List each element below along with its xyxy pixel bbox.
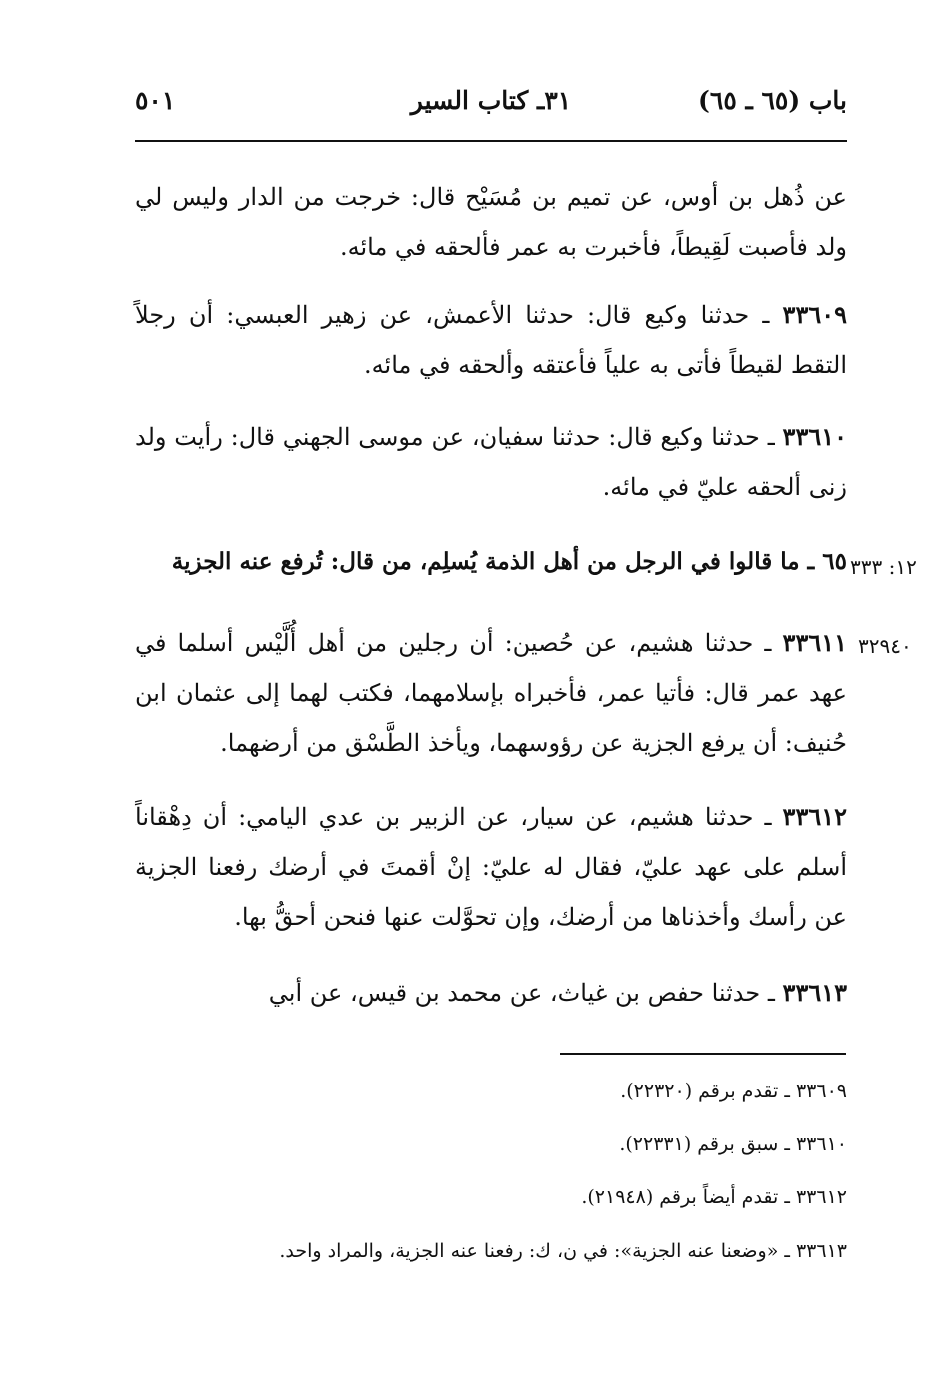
paragraph-continued <box>135 172 847 272</box>
footnote-33609: ٣٣٦٠٩ ـ تقدم برقم (٢٢٣٢٠). <box>620 1080 847 1102</box>
margin-reference: ١٢: ٣٣٣ <box>850 555 917 579</box>
hadith-text: ـ حدثنا هشيم، عن سيار، عن الزبير بن عدي اليامي: أن دِهْقاناً أسلم على عهد عليّ، فقال له عليّ: إنْ أقمتَ في أرضك رفعنا الجزية عن رأسك وأخذناها من أرضك، وإن تحوَّلت عنها فنحن أحقُّ بها. <box>135 803 847 931</box>
footnote-33612: ٣٣٦١٢ ـ تقدم أيضاً برقم (٢١٩٤٨). <box>581 1186 847 1208</box>
hadith-number: ٣٣٦١١ <box>782 628 847 657</box>
hadith-text: ـ حدثنا وكيع قال: حدثنا سفيان، عن موسى الجهني قال: رأيت ولد زنى ألحقه عليّ في مائه. <box>135 423 847 501</box>
hadith-number: ٣٣٦٠٩ <box>782 300 847 329</box>
book-title: ٣١ـ كتاب السير <box>410 86 572 115</box>
chapter-heading: ٦٥ ـ ما قالوا في الرجل من أهل الذمة يُسلِم، من قال: تُرفع عنه الجزية <box>171 548 847 575</box>
page-number: ٥٠١ <box>135 86 176 115</box>
hadith-number: ٣٣٦١٠ <box>782 422 847 451</box>
hadith-33612 <box>135 792 847 942</box>
footnote-33610: ٣٣٦١٠ ـ سبق برقم (٢٢٣٣١). <box>619 1133 847 1155</box>
hadith-text: ـ حدثنا حفص بن غياث، عن محمد بن قيس، عن أبي <box>268 979 775 1007</box>
hadith-33609 <box>135 290 847 390</box>
page-header <box>135 86 847 126</box>
hadith-33610 <box>135 412 847 512</box>
paragraph-text: عن ذُهل بن أوس، عن تميم بن مُسَيْح قال: خرجت من الدار وليس لي ولد فأصبت لَقِيطاً، فأخبرت به عمر فألحقه في مائه. <box>135 183 847 261</box>
footnote-33613: ٣٣٦١٣ ـ «وضعنا عنه الجزية»: في ن، ك: رفعنا عنه الجزية، والمراد واحد. <box>279 1240 847 1262</box>
hadith-number: ٣٣٦١٣ <box>782 978 847 1007</box>
hadith-text: ـ حدثنا هشيم، عن حُصين: أن رجلين من أهل أُلَّيْس أسلما في عهد عمر قال: فأتيا عمر، فأخبراه بإسلامهما، فكتب لهما إلى عثمان ابن حُنيف: أن يرفع الجزية عن رؤوسهما، ويأخذ الطَّسْق من أرضهما. <box>135 629 847 757</box>
hadith-33611 <box>135 618 847 768</box>
margin-number: ٣٢٩٤٠ <box>858 634 912 658</box>
hadith-number: ٣٣٦١٢ <box>782 802 847 831</box>
section-title: باب (٦٥ ـ ٦٥) <box>698 86 847 115</box>
header-divider <box>135 140 847 142</box>
hadith-33613 <box>135 968 847 1018</box>
hadith-text: ـ حدثنا وكيع قال: حدثنا الأعمش، عن زهير العبسي: أن رجلاً التقط لقيطاً فأتى به علياً فأعتقه وألحقه في مائه. <box>135 301 847 379</box>
footnote-divider <box>560 1053 846 1055</box>
